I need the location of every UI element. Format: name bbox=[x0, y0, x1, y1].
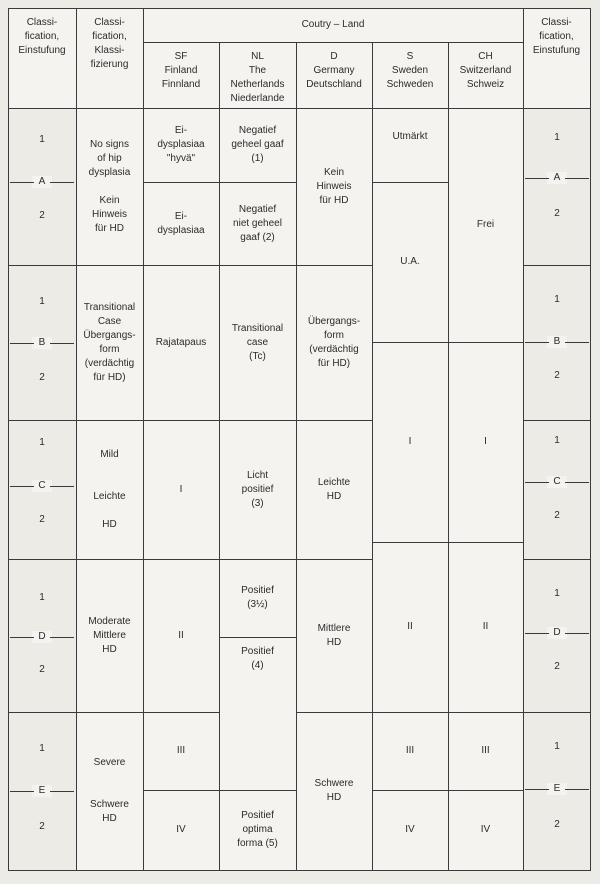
d-d: Mittlere HD bbox=[296, 559, 372, 712]
nl-b: Transitional case (Tc) bbox=[219, 265, 296, 420]
left-e-tick-right bbox=[50, 791, 74, 792]
sf-c: I bbox=[143, 420, 219, 559]
ch-e1: III bbox=[448, 712, 523, 790]
grid-line-col2 bbox=[143, 8, 144, 870]
header-country-land: Coutry – Land bbox=[143, 8, 523, 42]
s-e1: III bbox=[372, 712, 448, 790]
left-a-sub1: 1 bbox=[39, 134, 45, 145]
header-country-ch: CH Switzerland Schweiz bbox=[448, 42, 523, 108]
s-ab: U.A. bbox=[372, 182, 448, 342]
grid-line-ab-left bbox=[8, 265, 372, 266]
left-c-sub1: 1 bbox=[39, 437, 45, 448]
grid-line-de-left bbox=[8, 712, 219, 713]
sf-d: II bbox=[143, 559, 219, 712]
header-classification-description: Classi- fication, Klassi- fizierung bbox=[76, 8, 143, 108]
right-c-tick-right bbox=[565, 482, 589, 483]
grid-line-col5 bbox=[372, 42, 373, 870]
left-d-tick-right bbox=[50, 637, 74, 638]
grid-line-col6 bbox=[448, 42, 449, 870]
left-d-tick bbox=[10, 637, 34, 638]
left-e-sub1: 1 bbox=[39, 743, 45, 754]
right-e-letter: E bbox=[547, 783, 567, 795]
left-b-tick bbox=[10, 343, 34, 344]
right-c-letter: C bbox=[547, 476, 567, 488]
right-a-sub1: 1 bbox=[554, 132, 560, 143]
s-c: I bbox=[372, 342, 448, 542]
right-b-tick-right bbox=[565, 342, 589, 343]
right-a-tick-right bbox=[565, 178, 589, 179]
right-a-sub2: 2 bbox=[554, 208, 560, 219]
grid-line-e-split-s-ch bbox=[372, 790, 523, 791]
sf-a2: Ei- dysplasiaa bbox=[143, 182, 219, 265]
grid-line-bc-right bbox=[523, 420, 591, 421]
left-b-tick-right bbox=[50, 343, 74, 344]
grid-line-top bbox=[8, 8, 591, 9]
ch-e2: IV bbox=[448, 790, 523, 870]
grid-line-col7 bbox=[523, 8, 524, 870]
right-e-tick bbox=[525, 789, 549, 790]
s-a1: Utmärkt bbox=[372, 108, 448, 182]
description-grade-c: Mild Leichte HD bbox=[76, 420, 143, 559]
left-e-tick bbox=[10, 791, 34, 792]
grid-line-de-mid bbox=[296, 712, 591, 713]
nl-d1: Positief (3½) bbox=[219, 559, 296, 637]
left-a-tick-right bbox=[50, 182, 74, 183]
nl-d2: Positief (4) bbox=[219, 637, 296, 790]
sf-e1: III bbox=[143, 712, 219, 790]
grid-line-country-divider bbox=[143, 42, 523, 43]
grid-line-s-ch-bc bbox=[372, 342, 523, 343]
grid-line-a-split-sf-nl bbox=[143, 182, 296, 183]
right-e-sub2: 2 bbox=[554, 819, 560, 830]
d-a: Kein Hinweis für HD bbox=[296, 108, 372, 265]
grid-line-bottom bbox=[8, 870, 591, 871]
description-grade-d: Moderate Mittlere HD bbox=[76, 559, 143, 712]
ch-c: I bbox=[448, 342, 523, 542]
sf-b: Rajatapaus bbox=[143, 265, 219, 420]
left-c-sub2: 2 bbox=[39, 514, 45, 525]
left-d-sub2: 2 bbox=[39, 664, 45, 675]
d-e: Schwere HD bbox=[296, 712, 372, 870]
left-b-letter: B bbox=[32, 337, 52, 349]
left-c-tick-right bbox=[50, 486, 74, 487]
right-b-sub1: 1 bbox=[554, 294, 560, 305]
right-c-sub1: 1 bbox=[554, 435, 560, 446]
right-e-tick-right bbox=[565, 789, 589, 790]
right-a-tick bbox=[525, 178, 549, 179]
right-b-sub2: 2 bbox=[554, 370, 560, 381]
right-d-sub1: 1 bbox=[554, 588, 560, 599]
header-country-s: S Sweden Schweden bbox=[372, 42, 448, 108]
left-c-tick bbox=[10, 486, 34, 487]
grid-line-ab-right bbox=[523, 265, 591, 266]
nl-a1: Negatief geheel gaaf (1) bbox=[219, 108, 296, 182]
right-c-sub2: 2 bbox=[554, 510, 560, 521]
left-a-letter: A bbox=[32, 176, 52, 188]
header-classification-left: Classi- fication, Einstufung bbox=[8, 8, 76, 108]
grid-line-col4 bbox=[296, 42, 297, 870]
s-e2: IV bbox=[372, 790, 448, 870]
grid-line-col3 bbox=[219, 42, 220, 870]
description-grade-b: Transitional Case Übergangs- form (verdächtig für HD) bbox=[76, 265, 143, 420]
grid-line-cd-right bbox=[523, 559, 591, 560]
right-d-sub2: 2 bbox=[554, 661, 560, 672]
left-d-letter: D bbox=[32, 631, 52, 643]
sf-e2: IV bbox=[143, 790, 219, 870]
s-d: II bbox=[372, 542, 448, 712]
left-b-sub1: 1 bbox=[39, 296, 45, 307]
right-d-letter: D bbox=[547, 627, 567, 639]
grid-line-nl-d-split bbox=[219, 637, 296, 638]
header-country-nl: NL The Netherlands Niederlande bbox=[219, 42, 296, 108]
ch-d: II bbox=[448, 542, 523, 712]
right-d-tick bbox=[525, 633, 549, 634]
grid-line-outer-right bbox=[590, 8, 591, 870]
grid-line-outer-left bbox=[8, 8, 9, 870]
grid-line-col1 bbox=[76, 8, 77, 870]
header-country-d: D Germany Deutschland bbox=[296, 42, 372, 108]
left-b-sub2: 2 bbox=[39, 372, 45, 383]
ch-ab: Frei bbox=[448, 108, 523, 342]
grid-line-bc-left bbox=[8, 420, 372, 421]
left-a-tick bbox=[10, 182, 34, 183]
right-d-tick-right bbox=[565, 633, 589, 634]
right-c-tick bbox=[525, 482, 549, 483]
grid-line-cd-left bbox=[8, 559, 372, 560]
left-d-sub1: 1 bbox=[39, 592, 45, 603]
grid-line-header-bottom bbox=[8, 108, 591, 109]
right-a-letter: A bbox=[547, 172, 567, 184]
description-grade-a: No signs of hip dysplasia Kein Hinweis für HD bbox=[76, 108, 143, 265]
header-country-sf: SF Finland Finnland bbox=[143, 42, 219, 108]
d-c: Leichte HD bbox=[296, 420, 372, 559]
nl-a2: Negatief niet geheel gaaf (2) bbox=[219, 182, 296, 265]
left-e-sub2: 2 bbox=[39, 821, 45, 832]
grid-line-a-split-s bbox=[372, 182, 448, 183]
right-e-sub1: 1 bbox=[554, 741, 560, 752]
d-b: Übergangs- form (verdächtig für HD) bbox=[296, 265, 372, 420]
nl-c: Licht positief (3) bbox=[219, 420, 296, 559]
header-classification-right: Classi- fication, Einstufung bbox=[523, 8, 590, 108]
left-a-sub2: 2 bbox=[39, 210, 45, 221]
right-b-tick bbox=[525, 342, 549, 343]
grid-line-e-split-sf-nl bbox=[143, 790, 296, 791]
right-b-letter: B bbox=[547, 336, 567, 348]
nl-e: Positief optima forma (5) bbox=[219, 790, 296, 870]
grid-line-s-ch-cd bbox=[372, 542, 523, 543]
sf-a1: Ei- dysplasiaa "hyvä" bbox=[143, 108, 219, 182]
left-c-letter: C bbox=[32, 480, 52, 492]
description-grade-e: Severe Schwere HD bbox=[76, 712, 143, 870]
left-e-letter: E bbox=[32, 785, 52, 797]
